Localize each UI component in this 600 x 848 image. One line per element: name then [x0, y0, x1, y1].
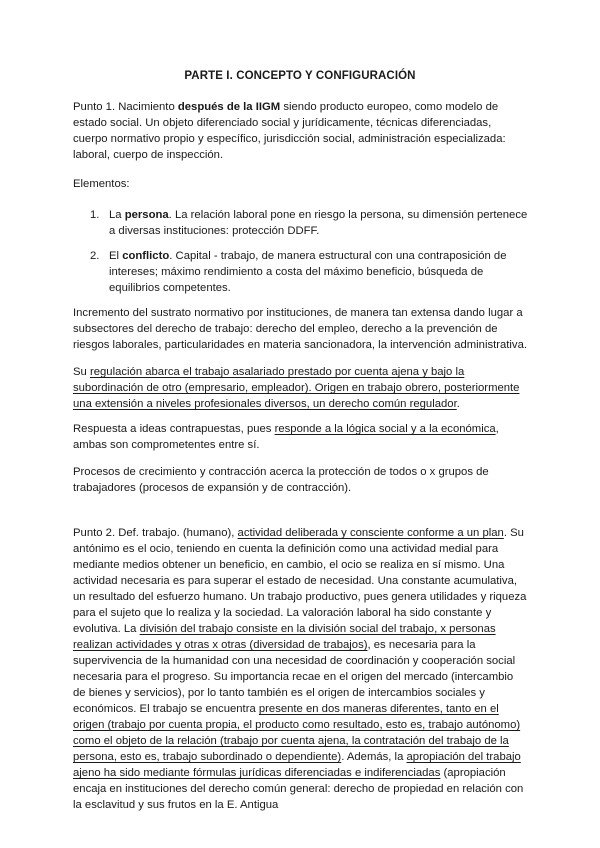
underlined-text: apropiación del trabajo ajeno ha sido mediante fórmulas jurídicas diferenciadas e indiferenciadas [73, 751, 521, 779]
list-item [73, 248, 528, 296]
elements-list [73, 248, 528, 296]
text: La [109, 209, 125, 221]
underlined-text: presente en dos maneras diferentes, tanto en el origen (trabajo por cuenta propia, el producto como resultado, esto es, trabajo autónomo) como el objeto de la relación (trabajo por cuenta ajena, la contratación del trabajo de la persona, esto es, trabajo subordinado o dependiente) [73, 703, 521, 763]
text: Punto 1. Nacimiento [73, 101, 178, 113]
text: El [109, 250, 123, 262]
text: . La relación laboral pone en riesgo la persona, su dimensión pertenece a diversas instituciones: protección DDFF. [109, 209, 528, 237]
text: . Capital - trabajo, de manera estructural con una contraposición de intereses; máximo rendimiento a costa del máximo beneficio, búsqueda de equilibrios competentes. [109, 250, 507, 294]
paragraph-punto-2 [73, 525, 528, 813]
underlined-text: división del trabajo consiste en la división social del trabajo, x personas realizan actividades y otras x otras (diversidad de trabajos) [73, 623, 496, 651]
underlined-text: regulación abarca el trabajo asalariado prestado por cuenta ajena y bajo la subordinación de otro (empresario, empleador). Origen en trabajo obrero, posteriormente una extensión a niveles profesionales diversos, un derecho común regulador [73, 366, 520, 410]
text: . Además, la [341, 751, 407, 763]
paragraph-punto-1 [73, 99, 528, 163]
underlined-text: responde a la lógica social y a la económica [274, 423, 496, 435]
text: Su [73, 366, 90, 378]
text: , es necesaria para la supervivencia de la humanidad con una necesidad de coordinación y cooperación social necesaria para el progreso. Su importancia recae en el origen del mercado (intercambio de bienes y servicios), por lo tanto también es el origen de intercambios sociales y económicos. El trabajo se encuentra [73, 639, 516, 715]
text: Respuesta a ideas contrapuestas, pues [73, 423, 275, 435]
paragraph-incremento: Incremento del sustrato normativo por instituciones, de manera tan extensa dando lugar a subsectores del derecho de trabajo: derecho del empleo, derecho a la prevención de riesgos laborales, particularidades en materia sancionadora, la intervención administrativa. [73, 307, 527, 351]
list-number: 1. [90, 209, 100, 221]
elementos-label: Elementos: [73, 178, 130, 190]
text: , ambas son comprometentes entre sí. [73, 423, 499, 451]
text: siendo producto europeo, como modelo de estado social. Un objeto diferenciado social y jurídicamente, técnicas diferenciadas, cuerpo normativo propio y específico, jurisdicción social, administración especializada: laboral, cuerpo de inspección. [73, 101, 506, 161]
text: . Su antónimo es el ocio, teniendo en cuenta la definición como una actividad medial para mediante medios obtener un beneficio, en cambio, el ocio se realiza en sí mismo. Una actividad necesaria es para superar el estado de necesidad. Una constante acumulativa, un resultado del esfuerzo humano. Un trabajo productivo, pues genera utilidades y riqueza para el sujeto que lo realiza y la sociedad. La valoración laboral ha sido constante y evolutiva. La [73, 527, 527, 635]
page-title: PARTE I. CONCEPTO Y CONFIGURACIÓN [184, 70, 416, 82]
text: (apropiación encaja en instituciones del derecho común general: derecho de propiedad en relación con la esclavitud y sus frutos en la E. Antigua [73, 767, 524, 811]
paragraph-procesos: Procesos de crecimiento y contracción acerca la protección de todos o x grupos de trabajadores (procesos de expansión y de contracción). [73, 466, 489, 494]
paragraph-regulacion [73, 364, 528, 412]
bold-text: después de la IIGM [177, 101, 281, 113]
paragraph-respuesta [73, 421, 528, 453]
list-item [73, 207, 528, 239]
elements-list [73, 207, 528, 239]
list-number: 2. [90, 250, 100, 262]
bold-text: persona [124, 209, 169, 221]
text: Punto 2. Def. trabajo. (humano), [73, 527, 238, 539]
bold-text: conflicto [122, 250, 170, 262]
text: . [456, 398, 460, 410]
underlined-text: actividad deliberada y consciente conforme a un plan [237, 527, 504, 539]
